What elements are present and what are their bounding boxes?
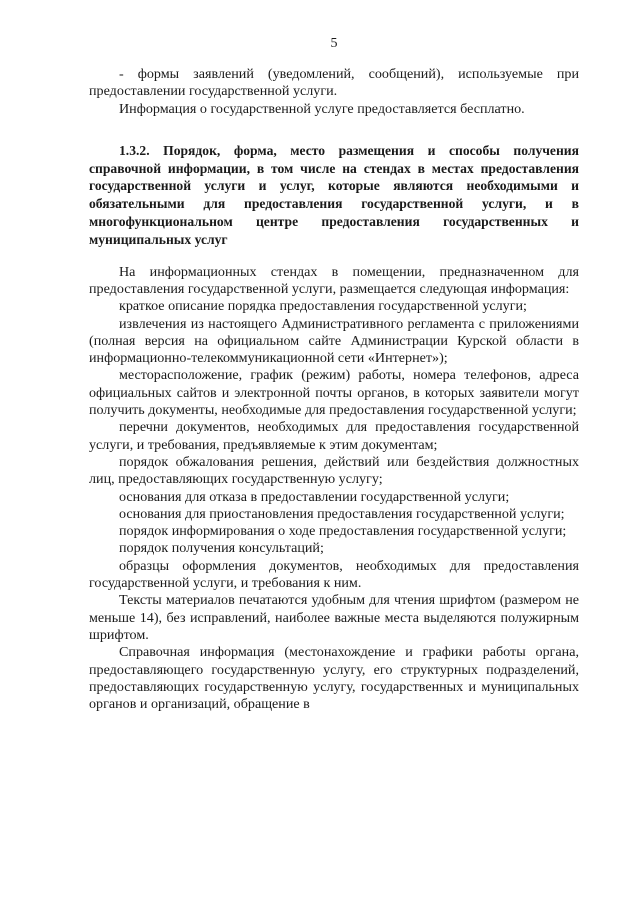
paragraph-free-info: Информация о государственной услуге предоставляется бесплатно. [119,100,525,117]
list-item: порядок получения консультаций; [119,540,324,557]
page-number: 5 [330,36,338,51]
document-page [89,0,579,905]
paragraph-stands-intro: На информационных стендах в помещении, предназначенном для предоставления государственной услуги, размещается следующая информация: [89,263,579,297]
list-item: образцы оформления документов, необходимых для предоставления государственной услуги, и требования к ним. [89,557,579,592]
paragraph-forms: - формы заявлений (уведомлений, сообщений), используемые при предоставлении государственной услуги. [89,66,579,100]
list-item: порядок информирования о ходе предоставления государственной услуги; [119,523,567,540]
list-item: месторасположение, график (режим) работы, номера телефонов, адреса официальных сайтов и электронной почты органов, в которых заявители могут получить документы, необходимые для предоставления государственной услуги; [89,367,579,419]
list-item: краткое описание порядка предоставления государственной услуги; [119,298,527,315]
list-item: перечни документов, необходимых для предоставления государственной услуги, и требования, предъявляемые к этим документам; [89,419,579,453]
list-item: основания для приостановления предоставления государственной услуги; [119,505,565,522]
list-item: порядок обжалования решения, действий или бездействия должностных лиц, предоставляющих государственную услугу; [89,453,579,488]
list-item: извлечения из настоящего Административного регламента с приложениями (полная версия на официальном сайте Администрации Курской области в информационно-телекоммуникационной сети «Интернет»); [89,315,579,367]
list-item: основания для отказа в предоставлении государственной услуги; [119,488,510,505]
paragraph-reference-info: Справочная информация (местонахождение и графики работы органа, предоставляющего государственную услугу, его структурных подразделений, предоставляющих государственную услугу, государственных и муниципальных органов и организаций, обращение в [89,644,579,713]
paragraph-fonts: Тексты материалов печатаются удобным для чтения шрифтом (размером не меньше 14), без исправлений, наиболее важные места выделяются полужирным шрифтом. [89,592,579,643]
section-heading: 1.3.2. Порядок, форма, место размещения и способы получения справочной информации, в том числе на стендах в местах предоставления государственной услуги и услуг, которые являются необходимыми и обязательными для предоставления государственной услуги, и в многофункциональном центре предоставления государственных и муниципальных услуг [89,142,579,247]
document-body [89,66,579,713]
